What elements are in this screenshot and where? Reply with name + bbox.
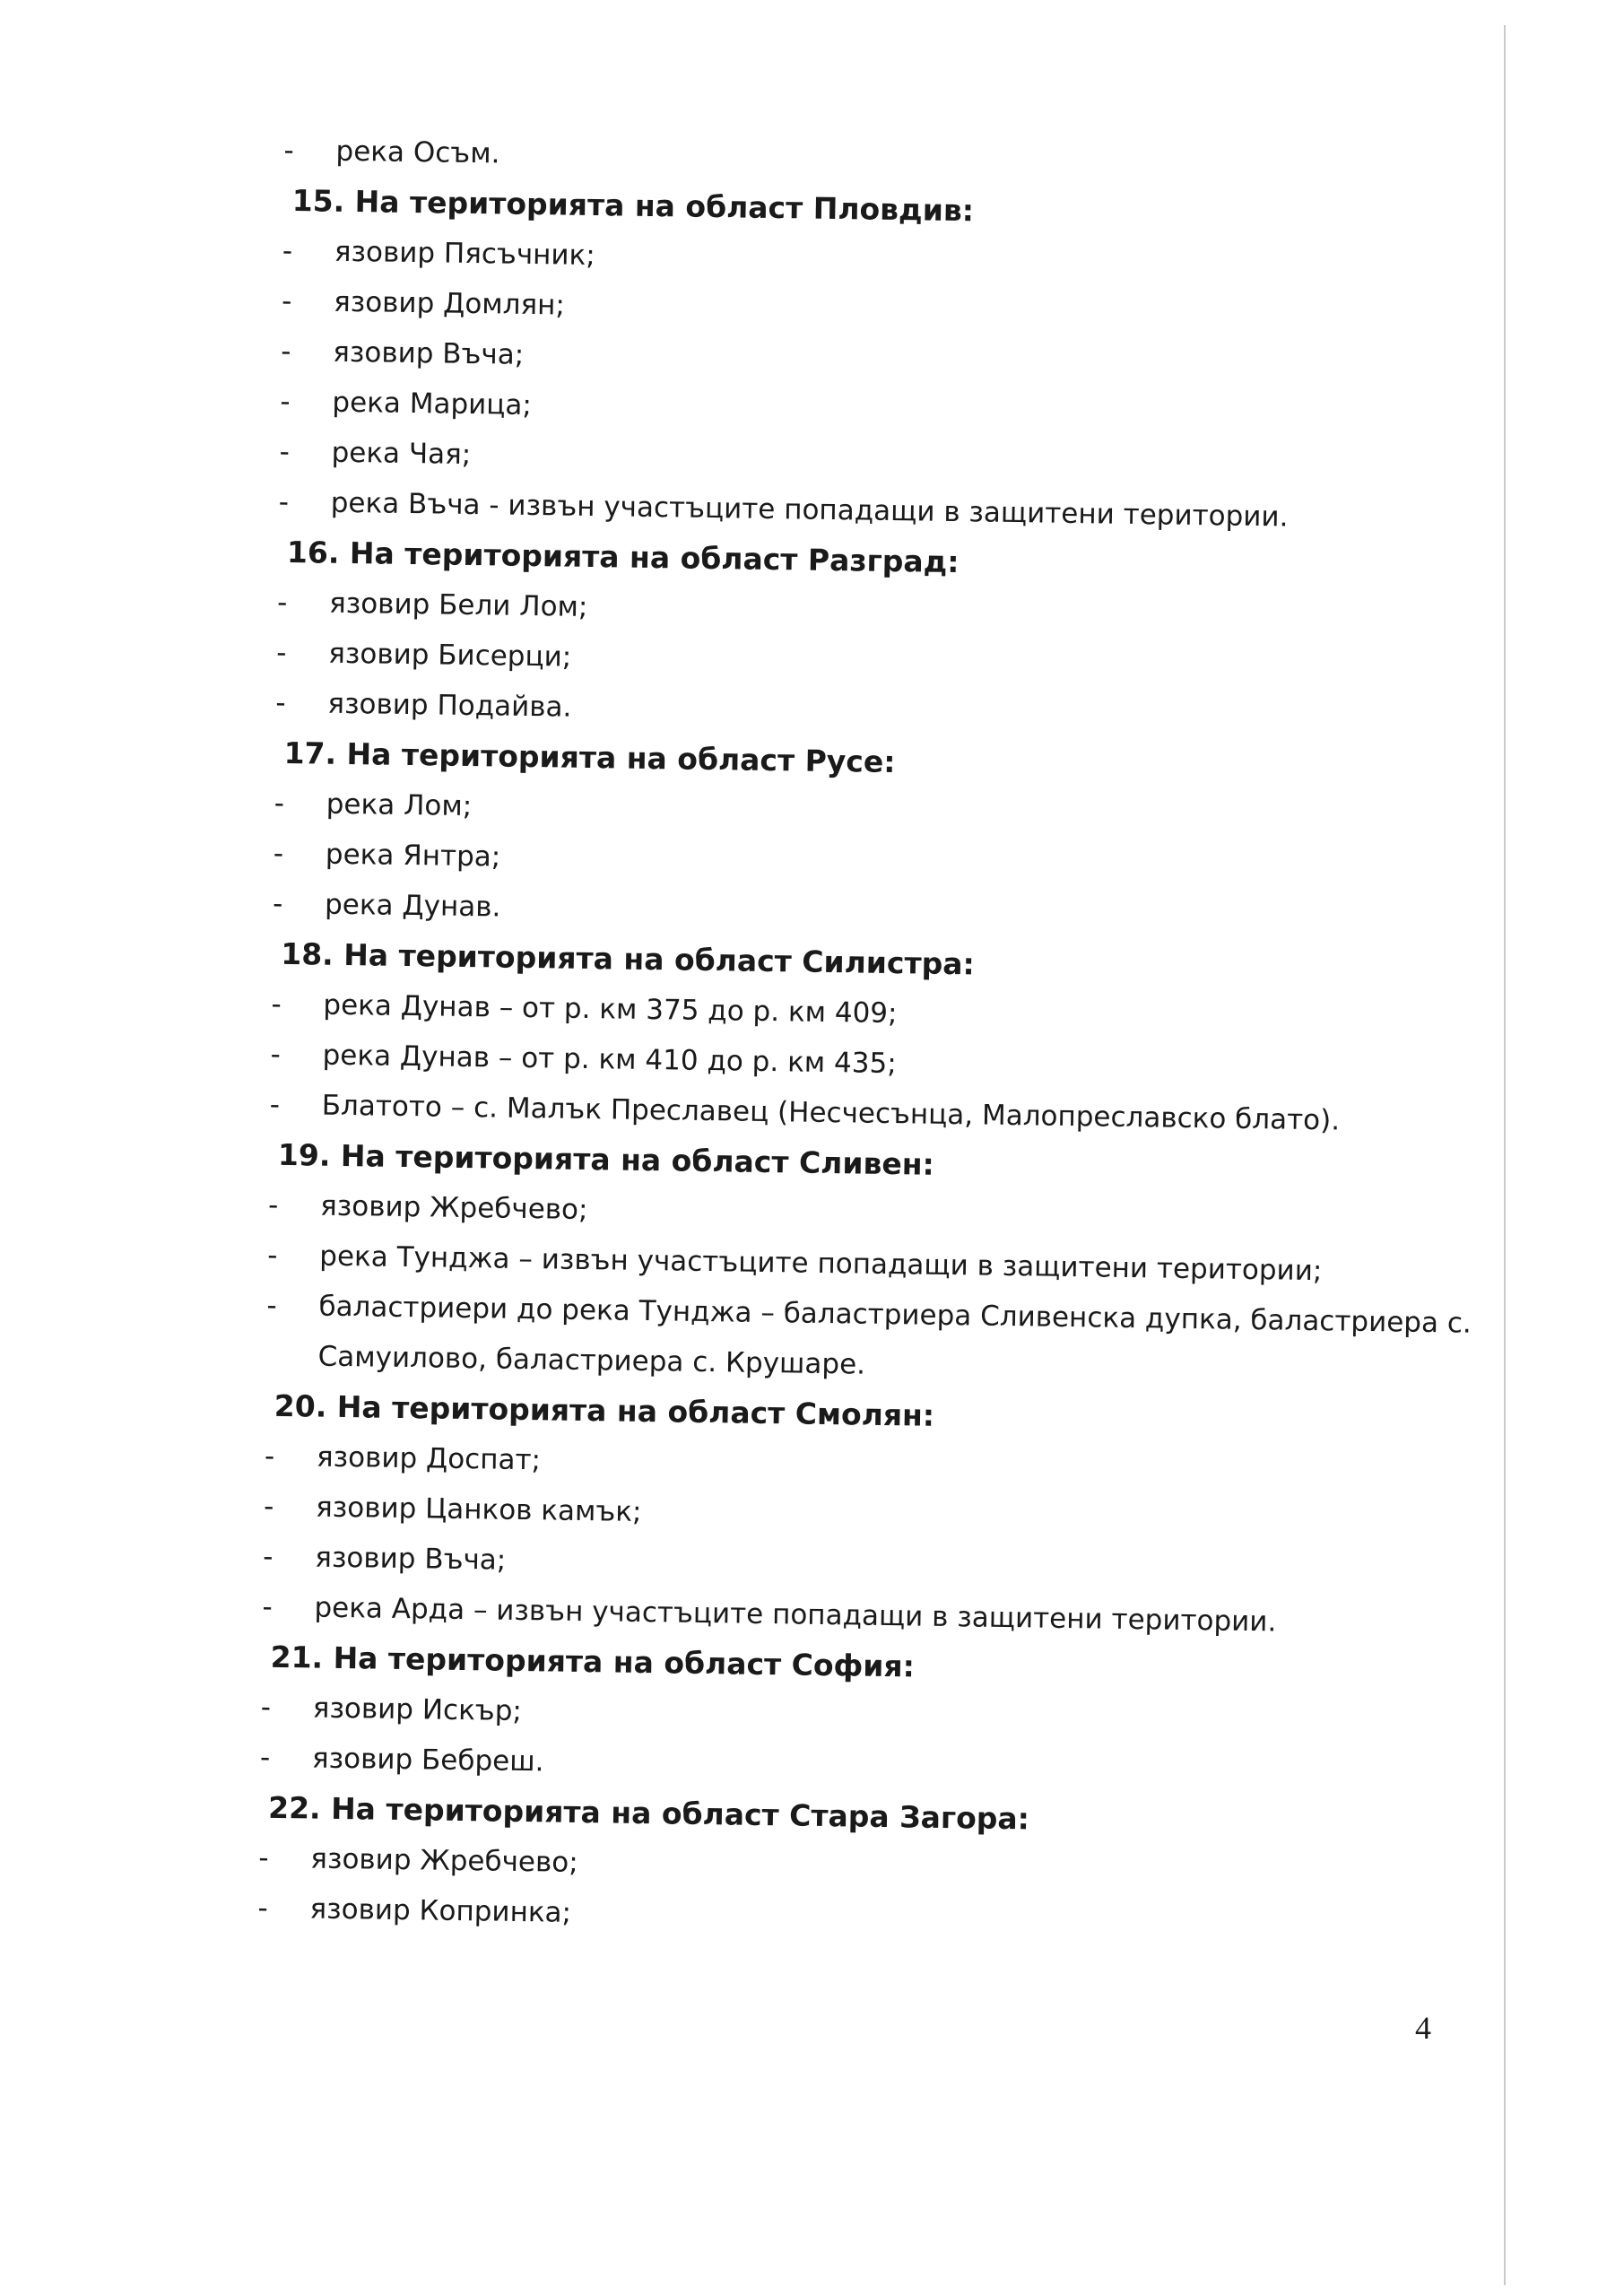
list-item-dash: - (263, 1540, 274, 1573)
list-item-dash: - (279, 435, 291, 469)
list-item-text: река Дунав – от р. км 410 до р. км 435; (322, 1039, 897, 1081)
list-item-text: язовир Пясъчник; (334, 235, 596, 273)
list-item-text: река Дунав. (324, 888, 501, 924)
list-item-text: язовир Подайва. (327, 687, 572, 724)
list-item-text: река Янтра; (325, 838, 501, 874)
list-item-text: язовир Доспат; (316, 1440, 542, 1477)
list-item-text: баластриери до река Тунджа – баластриера Сливенска дупка, баластриера с. (318, 1290, 1472, 1340)
list-item-text: река Арда – извън участъците попадащи в защитени територии. (314, 1591, 1277, 1639)
list-item-dash: - (257, 1892, 268, 1925)
list-item-dash: - (274, 787, 285, 820)
page-edge-rule (1504, 25, 1506, 2285)
list-item-dash: - (281, 284, 292, 318)
list-item-dash: - (259, 1741, 271, 1774)
list-item-dash: - (280, 385, 291, 419)
list-item-text: язовир Въча; (315, 1541, 507, 1577)
list-item-text: река Марица; (332, 386, 533, 422)
list-item-dash: - (260, 1691, 272, 1724)
list-item-text: язовир Копринка; (309, 1892, 572, 1929)
list-item-dash: - (269, 1088, 281, 1121)
list-item-dash: - (276, 636, 287, 669)
list-item-dash: - (273, 837, 284, 870)
list-item-text: язовир Въча; (332, 335, 525, 371)
list-item-dash: - (283, 134, 295, 168)
list-item-text: язовир Бебреш. (311, 1742, 544, 1779)
section-heading-text: 19. На територията на област Сливен: (277, 1136, 935, 1182)
list-item-text: язовир Жребчево; (319, 1189, 588, 1227)
list-item-dash: - (263, 1490, 274, 1523)
list-item-dash: - (278, 485, 290, 518)
list-item-text: река Лом; (326, 787, 473, 823)
list-item-text: язовир Цанков камък; (315, 1491, 642, 1528)
list-item-text: язовир Жребчево; (310, 1842, 578, 1879)
list-item-dash: - (267, 1239, 278, 1272)
section-heading-text: 18. На територията на област Силистра: (281, 935, 976, 982)
section-heading-text: 21. На територията на област София: (270, 1639, 916, 1684)
list-item-text: река Чая; (331, 436, 472, 472)
list-item-text: язовир Бисерци; (328, 637, 572, 674)
section-heading-text: 16. На територията на област Разград: (286, 534, 960, 580)
document-body (211, 125, 1493, 1952)
section-heading-text: 22. На територията на област Стара Загора: (267, 1789, 1030, 1837)
page-number: 4 (1415, 2010, 1431, 2046)
list-item-text: река Осъм. (335, 135, 500, 170)
section-heading-text: 17. На територията на област Русе: (283, 735, 896, 780)
list-item-text: река Дунав – от р. км 375 до р. км 409; (323, 988, 898, 1031)
list-item-dash: - (258, 1841, 269, 1874)
list-item-text: язовир Искър; (312, 1692, 523, 1728)
list-item-dash: - (266, 1289, 277, 1322)
list-item-text: река Въча - извън участъците попадащи в защитени територии. (330, 486, 1289, 534)
list-item-text: язовир Бели Лом; (328, 587, 588, 623)
list-item-text: река Тунджа – извън участъците попадащи в защитени територии; (319, 1239, 1323, 1288)
list-item-dash: - (276, 586, 288, 619)
list-item-dash: - (267, 1188, 279, 1222)
list-item-dash: - (272, 887, 283, 920)
list-item-text: язовир Домлян; (333, 285, 566, 322)
section-heading-text: 15. На територията на област Пловдив: (291, 183, 975, 229)
list-item-dash: - (262, 1590, 273, 1623)
list-item-dash: - (275, 686, 286, 719)
section-heading-text: 20. На територията на област Смолян: (274, 1387, 935, 1433)
list-item-dash: - (280, 335, 291, 369)
list-item-text: Блатото – с. Малък Преславец (Несчесънца, Малопреславско блато). (321, 1089, 1341, 1137)
list-item-dash: - (271, 987, 282, 1021)
list-item-dash: - (270, 1038, 282, 1071)
list-item-continuation-text: Самуилово, баластриера с. Крушаре. (317, 1340, 866, 1381)
list-item-dash: - (282, 234, 293, 268)
list-item-dash: - (264, 1439, 275, 1473)
